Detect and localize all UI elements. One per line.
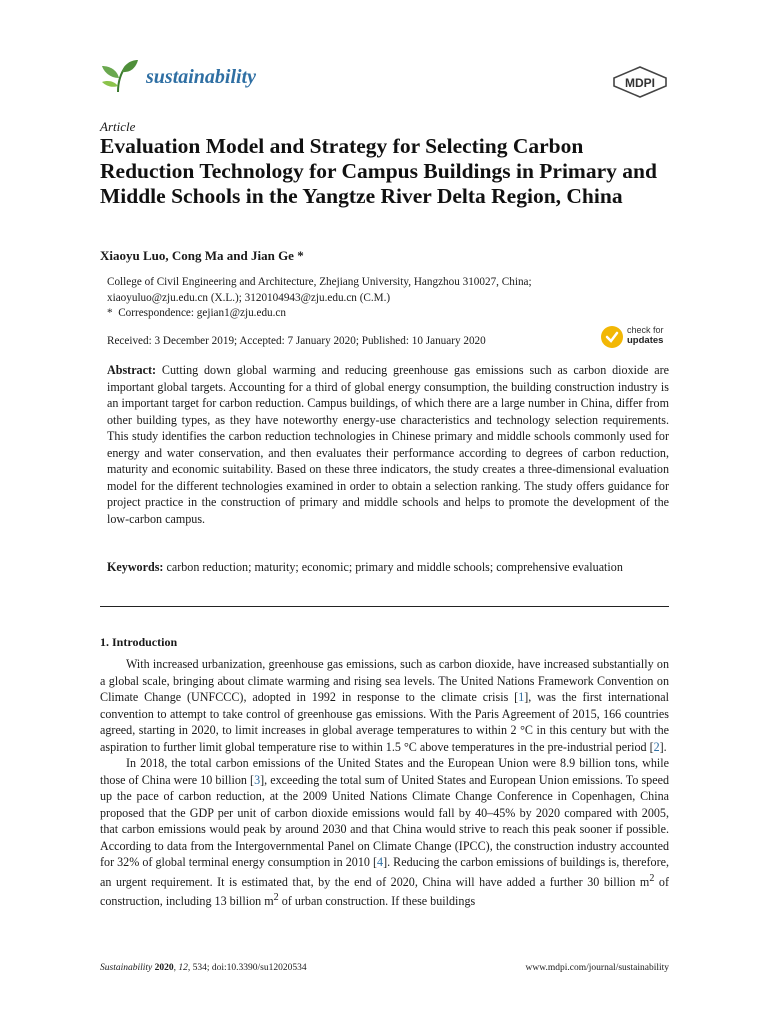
- affiliation-emails: xiaoyuluo@zju.edu.cn (X.L.); 3120104943@zju.edu.cn (C.M.): [107, 291, 391, 304]
- correspondence-text: Correspondence: gejian1@zju.edu.cn: [118, 307, 286, 319]
- citation-link[interactable]: 2: [653, 739, 660, 754]
- article-type: Article: [100, 119, 136, 134]
- introduction-body: [100, 656, 669, 910]
- journal-name: sustainability: [146, 66, 257, 88]
- paper-title: Evaluation Model and Strategy for Selecting Carbon Reduction Technology for Campus Buildings in Primary and Middle Schools in the Yangtze River Delta Region, China: [100, 134, 657, 208]
- paragraph-text: ]. Reducing the carbon emissions of buildings is, therefore, an urgent requirement. It is estimated that, by the end of 2020, China will have added a further 30 billion m: [100, 855, 670, 889]
- paragraph-text: With increased urbanization, greenhouse gas emissions, such as carbon dioxide, have increased substantially on a global scale, bringing about climate warming and rising sea levels. The United Nations Framework Convention on Climate Change (UNFCCC), adopted in 1992 in response to the climate crisis [: [100, 657, 669, 704]
- publication-dates: Received: 3 December 2019; Accepted: 7 January 2020; Published: 10 January 2020: [107, 335, 486, 347]
- footer-volume: 12: [178, 963, 188, 973]
- paragraph-text: ].: [659, 739, 667, 754]
- citation-link[interactable]: 4: [377, 855, 384, 869]
- keywords-label: Keywords:: [107, 560, 164, 574]
- publisher-logo-icon: [612, 66, 668, 98]
- journal-leaf-logo-icon: [98, 58, 140, 96]
- paragraph-text: of construction, including 13 billion m: [100, 874, 669, 909]
- author-list: Xiaoyu Luo, Cong Ma and Jian Ge *: [100, 248, 304, 263]
- abstract-label: Abstract:: [107, 363, 157, 377]
- footer-doi: , 534; doi:10.3390/su12020534: [187, 963, 307, 973]
- section-divider: [100, 606, 669, 607]
- section-heading: 1. Introduction: [100, 635, 178, 649]
- paragraph-text: In 2018, the total carbon emissions of the United States and the European Union were 8.9 billion tons, while those of China were 10 billion [: [100, 756, 669, 787]
- paragraph-text: ], was the first international convention to attempt to take control of greenhouse gas emissions. With the Paris Agreement of 2015, 166 countries agreed, starting in 2020, to limit increases in global average temperatures to within 2 °C in this century but with the aspiration to further limit global temperature rise to within 1.5 °C above temperatures in the pre-industrial period [: [100, 690, 670, 754]
- keywords-text: carbon reduction; maturity; economic; primary and middle schools; comprehensive evaluation: [166, 560, 623, 574]
- affiliation-line: College of Civil Engineering and Architecture, Zhejiang University, Hangzhou 310027, China;: [107, 276, 532, 288]
- publisher-name: MDPI: [625, 76, 655, 90]
- abstract: [107, 362, 669, 527]
- citation-link[interactable]: 1: [518, 690, 525, 704]
- paragraph: [100, 656, 669, 755]
- keywords: [107, 559, 669, 576]
- correspondence-line: [107, 306, 677, 322]
- citation-link[interactable]: 3: [254, 772, 261, 787]
- paragraph-text: of urban construction. If these buildings: [278, 894, 476, 909]
- correspondence-marker: *: [107, 307, 113, 319]
- updates-label: updates: [627, 335, 664, 346]
- check-for-label: check for: [627, 325, 664, 335]
- superscript: 2: [273, 892, 279, 904]
- footer-journal: Sustainability: [100, 963, 153, 973]
- footer-url[interactable]: www.mdpi.com/journal/sustainability: [525, 963, 669, 973]
- footer-year: 2020: [154, 963, 174, 973]
- superscript: 2: [649, 872, 655, 884]
- affiliation-block: [107, 275, 677, 322]
- footer-citation: Sustainability 2020, 12, 534; doi:10.3390/su12020534: [100, 963, 307, 973]
- abstract-text: Cutting down global warming and reducing greenhouse gas emissions such as carbon dioxide are important global targets. Accounting for a third of global energy consumption, the building construction industry is an important target for carbon reduction. Campus buildings, of which there are a large number in China, differ from other building types, as they have noteworthy energy-use characteristics and technology selection requirements. This study identifies the carbon reduction technologies in Chinese primary and middle schools commonly used for energy and water conservation, and then evaluates their performance according to degrees of carbon reduction, maturity and economic suitability. Based on these three indicators, the study creates a three-dimensional evaluation model for the different technologies examined in order to obtain a selection ranking. The study offers guidance for project practice in the construction of primary and middle schools and helps to promote the development of the low-carbon campus.: [107, 363, 669, 526]
- paragraph-text: ], exceeding the total sum of United States and European Union emissions. To speed up the pace of carbon reduction, at the 2009 United Nations Climate Change Conference in Copenhagen, China proposed that the GDP per unit of carbon dioxide emissions would fall by 40–45% by 2020 compared with 2005, that carbon emissions would peak by around 2030 and that China would strive to reach this peak sooner if possible. According to data from the Intergovernmental Panel on Climate Change (IPCC), the construction industry accounted for 32% of global terminal energy consumption in 2010 [: [100, 772, 669, 869]
- paragraph: [100, 755, 669, 910]
